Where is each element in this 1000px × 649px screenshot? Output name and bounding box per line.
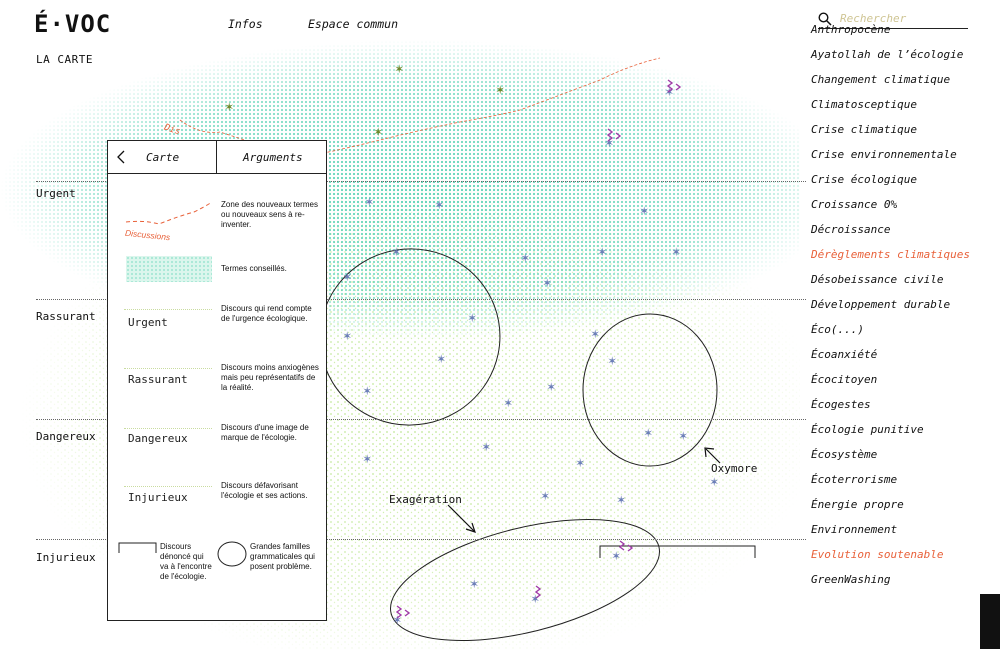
term-item[interactable]: Dérèglements climatiques — [811, 248, 970, 261]
legend-panel — [107, 140, 327, 621]
term-item[interactable]: Écologie punitive — [811, 423, 924, 436]
legend-injurieux-desc: Discours défavorisant l'écologie et ses actions. — [221, 481, 308, 500]
legend-discussions — [108, 196, 326, 256]
legend-dangereux-line — [124, 428, 212, 429]
term-item[interactable]: Écoterrorisme — [811, 473, 898, 486]
svg-text:✶: ✶ — [617, 492, 626, 508]
term-item[interactable]: Développement durable — [811, 298, 951, 311]
annotation-oxymore: Oxymore — [711, 462, 758, 475]
svg-text:✶: ✶ — [612, 548, 621, 564]
term-list-items — [811, 23, 986, 598]
band-label-rassurant: Rassurant — [36, 310, 96, 323]
legend-dangereux-desc: Discours d'une image de marque de l'écologie. — [221, 423, 309, 442]
svg-text:✶: ✶ — [521, 250, 530, 266]
svg-text:✶: ✶ — [437, 351, 446, 367]
map-title: LA CARTE — [36, 53, 93, 66]
svg-text:✶: ✶ — [591, 326, 600, 342]
tab-arguments[interactable] — [217, 141, 326, 173]
annotation-exageration: Exagération — [389, 493, 462, 506]
legend-conseilles-desc: Termes conseillés. — [221, 264, 287, 273]
term-item[interactable]: Ayatollah de l’écologie — [811, 48, 964, 61]
legend-discussions-desc: Zone des nouveaux termes ou nouveaux sens à re-inventer. — [221, 200, 318, 229]
legend-dangereux-label: Dangereux — [128, 432, 188, 445]
legend-denonce-desc: Discours dénoncé qui va à l'encontre de l'écologie. — [160, 542, 212, 581]
term-item[interactable]: Écoanxiété — [811, 348, 878, 361]
panel-tabs — [108, 141, 326, 174]
svg-text:✶: ✶ — [468, 310, 477, 326]
svg-text:✶: ✶ — [605, 135, 614, 151]
legend-discussions-label: Discussions — [124, 227, 171, 243]
svg-text:✶: ✶ — [504, 395, 513, 411]
svg-text:✶: ✶ — [363, 451, 372, 467]
term-item[interactable]: Écocitoyen — [811, 373, 878, 386]
svg-text:✶: ✶ — [547, 379, 556, 395]
term-item[interactable]: Climatosceptique — [811, 98, 917, 111]
discussions-map-label: Dis — [162, 122, 182, 138]
legend-rassurant-desc: Discours moins anxiogènes mais peu représentatifs de la réalité. — [221, 363, 319, 392]
legend-conseilles — [108, 256, 326, 296]
svg-text:✶: ✶ — [482, 439, 491, 455]
bracket-icon — [118, 542, 158, 554]
term-list — [811, 23, 991, 630]
dashed-line-icon — [124, 200, 214, 225]
svg-text:✶: ✶ — [679, 428, 688, 444]
legend-rassurant-label: Rassurant — [128, 373, 188, 386]
band-label-injurieux: Injurieux — [36, 551, 96, 564]
term-item[interactable]: Crise environnementale — [811, 148, 957, 161]
ellipse-icon — [216, 539, 248, 569]
chevron-left-icon[interactable] — [116, 150, 126, 164]
legend-injurieux-label: Injurieux — [128, 491, 188, 504]
term-item[interactable]: Décroissance — [811, 223, 891, 236]
term-item[interactable]: Écogestes — [811, 398, 871, 411]
legend-urgent — [108, 304, 326, 359]
svg-text:✶: ✶ — [395, 61, 404, 77]
term-item[interactable]: Anthropocène — [811, 23, 891, 36]
svg-text:✶: ✶ — [543, 275, 552, 291]
term-item[interactable]: Écosystème — [811, 448, 878, 461]
legend-dangereux — [108, 423, 326, 478]
term-item[interactable]: GreenWashing — [811, 573, 891, 586]
term-item[interactable]: Crise écologique — [811, 173, 917, 186]
legend-urgent-line — [124, 309, 212, 310]
svg-text:✶: ✶ — [644, 425, 653, 441]
term-item[interactable]: Environnement — [811, 523, 898, 536]
legend-bottom — [108, 539, 326, 619]
svg-text:✶: ✶ — [531, 591, 540, 607]
legend-urgent-label: Urgent — [128, 316, 168, 329]
term-item[interactable]: Désobeissance civile — [811, 273, 944, 286]
teal-swatch — [126, 256, 212, 282]
legend-familles-desc: Grandes familles grammaticales qui posent problème. — [250, 542, 315, 571]
svg-text:✶: ✶ — [640, 203, 649, 219]
svg-text:✶: ✶ — [365, 194, 374, 210]
svg-text:✶: ✶ — [608, 353, 617, 369]
svg-text:✶: ✶ — [710, 474, 719, 490]
term-item[interactable]: Crise climatique — [811, 123, 917, 136]
svg-text:✶: ✶ — [392, 244, 401, 260]
tab-carte-label: Carte — [146, 151, 180, 164]
svg-text:✶: ✶ — [435, 197, 444, 213]
svg-text:✶: ✶ — [598, 244, 607, 260]
svg-text:✶: ✶ — [343, 269, 352, 285]
legend-rassurant — [108, 363, 326, 418]
legend-injurieux — [108, 481, 326, 536]
term-item[interactable]: Changement climatique — [811, 73, 951, 86]
term-item[interactable]: Evolution soutenable — [811, 548, 944, 561]
svg-text:✶: ✶ — [225, 99, 234, 115]
svg-text:✶: ✶ — [541, 488, 550, 504]
svg-text:✶: ✶ — [576, 455, 585, 471]
term-item[interactable]: Éco(...) — [811, 323, 864, 336]
nav-espace-commun[interactable]: Espace commun — [308, 17, 399, 31]
legend-rassurant-line — [124, 368, 212, 369]
svg-text:✶: ✶ — [374, 124, 383, 140]
tab-arguments-label: Arguments — [243, 151, 303, 164]
nav-infos[interactable]: Infos — [228, 17, 263, 31]
logo[interactable]: É·VOC — [34, 10, 112, 38]
term-item[interactable]: Croissance 0% — [811, 198, 898, 211]
svg-text:✶: ✶ — [496, 82, 505, 98]
svg-text:✶: ✶ — [393, 612, 402, 628]
term-item[interactable]: Énergie propre — [811, 498, 904, 511]
svg-text:✶: ✶ — [343, 328, 352, 344]
tab-carte[interactable] — [108, 141, 217, 173]
svg-text:✶: ✶ — [672, 244, 681, 260]
legend-injurieux-line — [124, 486, 212, 487]
svg-text:✶: ✶ — [470, 576, 479, 592]
legend-urgent-desc: Discours qui rend compte de l'urgence écologique. — [221, 304, 312, 323]
svg-text:✶: ✶ — [665, 84, 674, 100]
band-label-dangereux: Dangereux — [36, 430, 96, 443]
scrollbar-thumb[interactable] — [980, 594, 1000, 649]
svg-text:✶: ✶ — [363, 383, 372, 399]
band-label-urgent: Urgent — [36, 187, 76, 200]
